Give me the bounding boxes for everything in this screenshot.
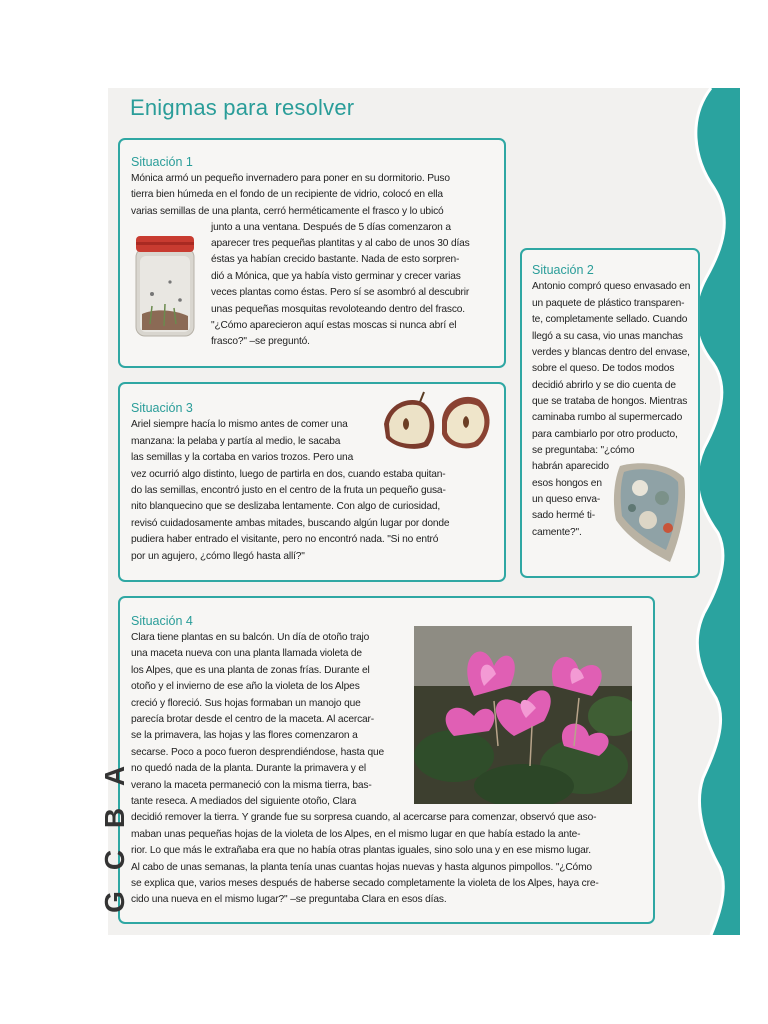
text-line: camente?". <box>532 527 582 538</box>
situation-3-heading: Situación 3 <box>131 401 193 415</box>
text-line: manzana: la pelaba y partía al medio, le sacaba <box>131 436 341 447</box>
text-line: una maceta nueva con una planta llamada violeta de <box>131 648 362 659</box>
text-line: dió a Mónica, que ya había visto germinar y crecer varias <box>211 271 461 282</box>
text-line: varias semillas de una planta, cerró herméticamente el frasco y lo ubicó <box>131 206 444 217</box>
text-line: cido una nueva en el mismo lugar?" –se preguntaba Clara en esos días. <box>131 894 447 905</box>
text-line: verano la maceta permaneció con la misma tierra, bas- <box>131 780 372 791</box>
text-line: los Alpes, que es una planta de zonas frías. Durante el <box>131 665 370 676</box>
text-line: rior. Lo que más le extrañaba era que no había otras plantas iguales, sino solo una y en ese mismo lugar. <box>131 845 591 856</box>
text-line: vez ocurrió algo distinto, luego de partirla en dos, cuando estaba quitan- <box>131 469 446 480</box>
text-line: se preguntaba: "¿cómo <box>532 445 635 456</box>
text-line: otoño y el invierno de ese año la violeta de los Alpes <box>131 681 360 692</box>
text-line: éstas ya habían crecido bastante. Nada de esto sorpren- <box>211 254 460 265</box>
text-line: pudiera haber entrado el visitante, pero no encontró nada. "Si no entró <box>131 534 439 545</box>
text-line: Ariel siempre hacía lo mismo antes de comer una <box>131 419 348 430</box>
text-line: habrán aparecido <box>532 461 609 472</box>
text-line: nito blanquecino que se deslizaba lentamente. Con algo de curiosidad, <box>131 501 441 512</box>
text-line: caminaba rumbo al supermercado <box>532 412 683 423</box>
text-line: tante reseca. A mediados del siguiente otoño, Clara <box>131 796 357 807</box>
side-letter: A <box>99 765 130 787</box>
situation-4-heading: Situación 4 <box>131 614 193 628</box>
text-line: veces plantas como éstas. Pero sí se asombró al descubrir <box>211 287 470 298</box>
text-line: decidió remover la tierra. Y grande fue su sorpresa cuando, al acercarse para comenzar, observó que aso- <box>131 812 597 823</box>
text-line: creció y floreció. Sus hojas formaban un manojo que <box>131 698 361 709</box>
text-line: que se trataba de hongos. Mientras <box>532 396 688 407</box>
text-line: "¿Cómo aparecieron aquí estas moscas si nunca abrí el <box>211 320 457 331</box>
text-line: sado hermé ti- <box>532 510 596 521</box>
side-letter: G <box>99 891 130 913</box>
apple-halves-image <box>380 390 498 452</box>
text-line: aparecer tres pequeñas plantitas y al cabo de unos 30 días <box>211 238 470 249</box>
text-line: las semillas y la cortaba en varios trozos. Pero una <box>131 452 354 463</box>
text-line: Antonio compró queso envasado en <box>532 281 691 292</box>
text-line: junto a una ventana. Después de 5 días comenzaron a <box>211 222 451 233</box>
side-letter: B <box>99 807 130 829</box>
text-line: parecía brotar desde el centro de la maceta. Al acercar- <box>131 714 375 725</box>
text-line: Mónica armó un pequeño invernadero para poner en su dormitorio. Puso <box>131 173 450 184</box>
glass-jar-image <box>130 234 200 338</box>
text-line: verdes y blancas dentro del envase, <box>532 347 690 358</box>
side-letter: C <box>99 849 130 871</box>
text-line: un queso enva- <box>532 494 601 505</box>
text-line: tierra bien húmeda en el fondo de un recipiente de vidrio, colocó en ella <box>131 189 443 200</box>
text-line: Clara tiene plantas en su balcón. Un día de otoño trajo <box>131 632 370 643</box>
text-line: Al cabo de unas semanas, la planta tenía unas cuantas hojas nuevas y hasta algunos pimpollos. "¿Cómo <box>131 862 592 873</box>
text-line: revisó cuidadosamente ambas mitades, buscando algún lugar por donde <box>131 518 450 529</box>
situation-1-heading: Situación 1 <box>131 155 193 169</box>
text-line: no quedó nada de la planta. Durante la primavera y el <box>131 763 367 774</box>
text-line: te, completamente sellado. Cuando <box>532 314 688 325</box>
text-line: decidió abrirlo y se dio cuenta de <box>532 380 676 391</box>
moldy-cheese-image <box>610 458 690 568</box>
text-line: llegó a su casa, vio unas manchas <box>532 331 683 342</box>
text-line: frasco?" –se preguntó. <box>211 336 310 347</box>
text-line: unas pequeñas mosquitas revoloteando dentro del frasco. <box>211 304 465 315</box>
text-line: por un agujero, ¿cómo llegó hasta allí?" <box>131 551 305 562</box>
page-title: Enigmas para resolver <box>130 95 355 120</box>
text-line: maban unas pequeñas hojas de la violeta de los Alpes, en el mismo lugar en que había estado la ante- <box>131 829 581 840</box>
text-line: se explica que, varios meses después de haberse secado completamente la violeta de los Alpes, haya cre- <box>131 878 599 889</box>
situation-2-heading: Situación 2 <box>532 263 594 277</box>
text-line: sobre el queso. De todos modos <box>532 363 675 374</box>
document-page <box>108 88 740 935</box>
text-line: esos hongos en <box>532 478 602 489</box>
cyclamen-flower-image <box>414 626 632 804</box>
side-logo-letters <box>100 760 130 950</box>
text-line: para cambiarlo por otro producto, <box>532 429 678 440</box>
text-line: secarse. Poco a poco fueron desprendiéndose, hasta que <box>131 747 384 758</box>
text-line: un paquete de plástico transparen- <box>532 298 685 309</box>
text-line: se la primavera, las hojas y las flores comenzaron a <box>131 730 358 741</box>
text-line: do las semillas, encontró justo en el centro de la fruta un pequeño gusa- <box>131 485 446 496</box>
